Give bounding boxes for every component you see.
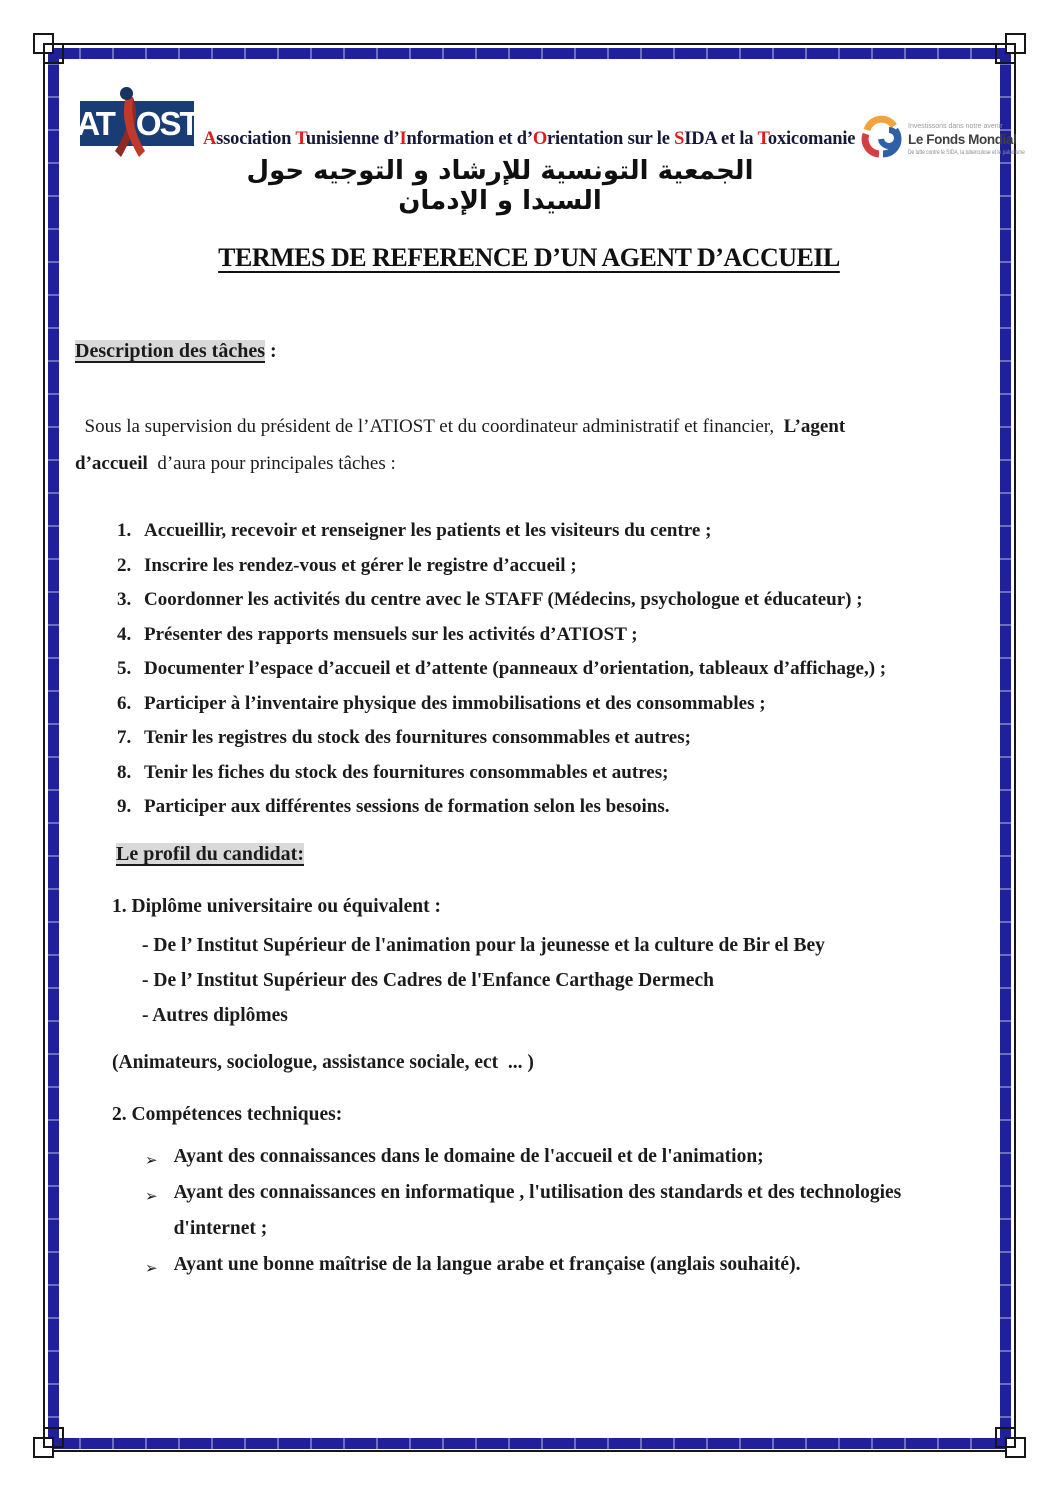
- atiost-logo-text-right: OST: [135, 104, 198, 142]
- task-number: 9.: [117, 796, 132, 817]
- arrow-bullet-icon: ➢: [145, 1187, 158, 1205]
- fonds-tagline-top: Investissons dans notre avenir: [908, 122, 1003, 130]
- task-number: 1.: [117, 520, 132, 541]
- skill-text-line: Ayant des connaissances dans le domaine de l'accueil et de l'animation;: [173, 1146, 764, 1167]
- profile-heading-text: Le profil du candidat:: [116, 843, 304, 865]
- diploma-item: - De l’ Institut Supérieur des Cadres de l'Enfance Carthage Dermech: [142, 970, 714, 991]
- page-title: TERMES DE REFERENCE D’UN AGENT D’ACCUEIL: [218, 243, 840, 272]
- intro-line-2: d’accueil d’aura pour principales tâches :: [75, 453, 396, 474]
- task-text: Accueillir, recevoir et renseigner les patients et les visiteurs du centre ;: [144, 520, 712, 541]
- arrow-bullet-icon: ➢: [145, 1259, 158, 1277]
- task-text: Tenir les fiches du stock des fournitures consommables et autres;: [144, 761, 669, 783]
- border-corner-icon: [33, 33, 69, 69]
- fonds-name: Le Fonds Mondial: [908, 131, 1017, 147]
- fonds-tagline-bottom: De lutte contre le SIDA, la tuberculose et le paludisme: [908, 148, 1025, 156]
- task-text: Coordonner les activités du centre avec le STAFF (Médecins, psychologue et éducateur) ;: [144, 589, 863, 610]
- page-border-band-bottom: [48, 1438, 1011, 1449]
- page-border-band-left: [48, 48, 59, 1449]
- profiles-note: (Animateurs, sociologue, assistance sociale, ect ... ): [112, 1052, 534, 1073]
- intro-line-1: Sous la supervision du président de l’ATIOST et du coordinateur administratif et financier, L’agent: [75, 416, 846, 437]
- skill-text-line: Ayant des connaissances en informatique , l'utilisation des standards et des technologies: [173, 1182, 902, 1203]
- fonds-mondial-text: [908, 123, 1058, 156]
- diploma-heading: 1. Diplôme universitaire ou équivalent :: [112, 896, 441, 917]
- task-number: 4.: [117, 623, 132, 645]
- task-number: 7.: [117, 727, 132, 748]
- fonds-mondial-swirl-icon: [858, 106, 904, 172]
- task-text: Documenter l’espace d’accueil et d’attente (panneaux d’orientation, tableaux d’affichage,) ;: [144, 658, 887, 679]
- skill-text-line: Ayant une bonne maîtrise de la langue arabe et française (anglais souhaité).: [173, 1254, 801, 1275]
- task-number: 3.: [117, 589, 132, 610]
- aids-ribbon-icon: [112, 95, 150, 163]
- skill-text-line: d'internet ;: [173, 1218, 268, 1239]
- page-border-band-right: [1000, 48, 1011, 1449]
- skills-heading: 2. Compétences techniques:: [112, 1104, 343, 1125]
- atiost-dot-icon: [120, 87, 133, 100]
- page-border-frame: [43, 43, 1016, 1452]
- page-border-band-top: [48, 48, 1011, 59]
- task-text: Participer aux différentes sessions de formation selon les besoins.: [144, 796, 670, 817]
- task-number: 2.: [117, 554, 132, 576]
- task-text: Inscrire les rendez-vous et gérer le registre d’accueil ;: [144, 554, 577, 576]
- diploma-item: - Autres diplômes: [142, 1005, 288, 1026]
- fonds-mondial-logo: [858, 106, 1025, 172]
- atiost-logo-text-left: AT: [76, 104, 114, 142]
- task-text: Tenir les registres du stock des fournitures consommables et autres;: [144, 727, 691, 748]
- tasks-heading-text: Description des tâches: [75, 340, 265, 362]
- task-number: 6.: [117, 692, 132, 714]
- tasks-heading-colon: :: [264, 340, 277, 362]
- organization-name-line: Association Tunisienne d’Information et d’Orientation sur le SIDA et la Toxicomanie: [203, 129, 856, 149]
- task-number: 8.: [117, 761, 132, 783]
- task-text: Participer à l’inventaire physique des immobilisations et des consommables ;: [144, 692, 766, 714]
- organization-name-arabic: الجمعية التونسية للإرشاد و التوجيه حول السيدا و الإدمان: [246, 156, 754, 216]
- arrow-bullet-icon: ➢: [145, 1151, 158, 1169]
- border-corner-icon: [33, 1422, 69, 1458]
- border-corner-icon: [990, 33, 1026, 69]
- diploma-item: - De l’ Institut Supérieur de l'animation pour la jeunesse et la culture de Bir el Bey: [142, 935, 825, 956]
- task-number: 5.: [117, 658, 132, 679]
- border-corner-icon: [990, 1422, 1026, 1458]
- task-text: Présenter des rapports mensuels sur les activités d’ATIOST ;: [144, 623, 638, 645]
